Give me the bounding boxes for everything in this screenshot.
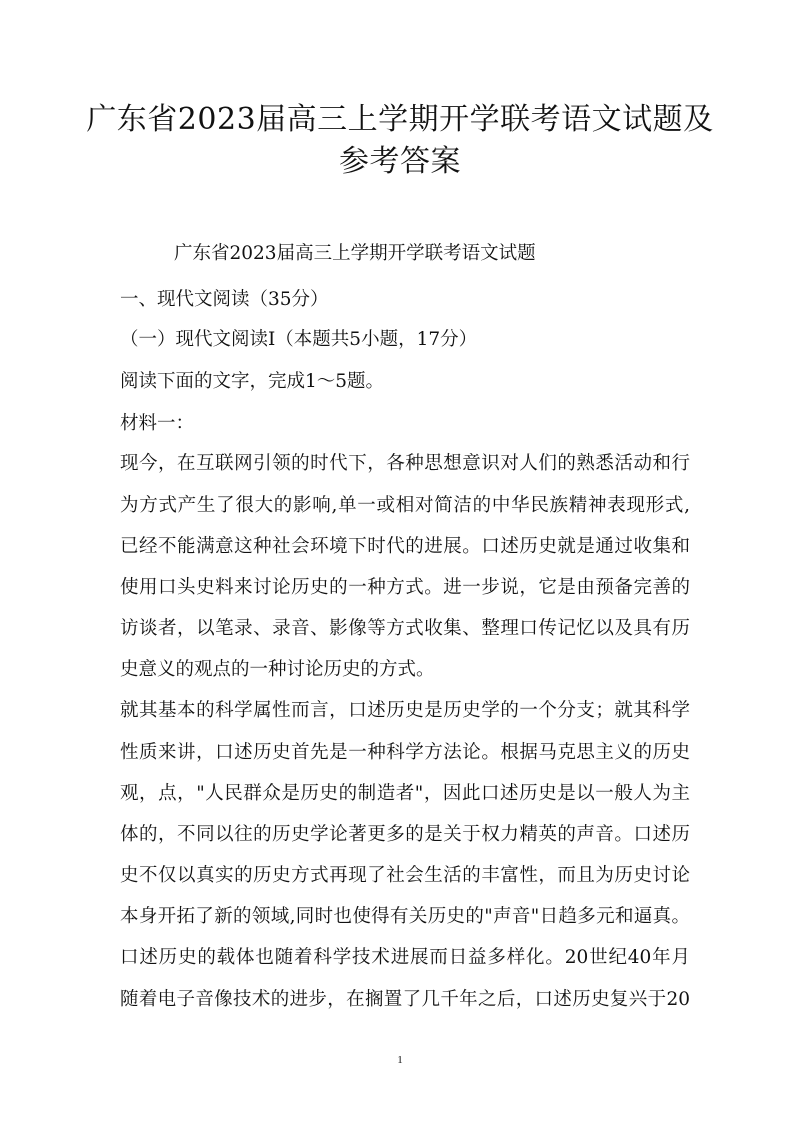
paragraph-line: 使用口头史料来讨论历史的一种方式。进一步说，它是由预备完善的 — [120, 577, 690, 598]
material-label: 材料一： — [120, 413, 195, 434]
exam-subtitle: 广东省2023届高三上学期开学联考语文试题 — [174, 243, 536, 264]
paragraph-line: 观，点，"人民群众是历史的制造者"，因此口述历史是以一般人为主 — [120, 783, 690, 804]
paragraph-line: 访谈者，以笔录、录音、影像等方式收集、整理口传记忆以及具有历 — [120, 618, 690, 639]
paragraph-line: 体的，不同以往的历史学论著更多的是关于权力精英的声音。口述历 — [120, 824, 690, 845]
reading-instruction: 阅读下面的文字，完成1～5题。 — [120, 371, 385, 392]
paragraph-line: 史意义的观点的一种讨论历史的方式。 — [120, 659, 435, 680]
document-title-line-2: 参考答案 — [339, 144, 461, 179]
document-title-line-1: 广东省2023届高三上学期开学联考语文试题及 — [86, 102, 714, 137]
paragraph-line: 为方式产生了很大的影响,单一或相对简洁的中华民族精神表现形式, — [120, 495, 690, 516]
paragraph-line: 性质来讲，口述历史首先是一种科学方法论。根据马克思主义的历史 — [120, 742, 690, 763]
paragraph-line: 口述历史的载体也随着科学技术进展而日益多样化。20世纪40年月 — [120, 947, 690, 968]
paragraph-line: 本身开拓了新的领域,同时也使得有关历史的"声音"日趋多元和逼真。 — [120, 906, 690, 927]
paragraph-line: 史不仅以真实的历史方式再现了社会生活的丰富性，而且为历史讨论 — [120, 865, 690, 886]
paragraph-line: 就其基本的科学属性而言，口述历史是历史学的一个分支；就其科学 — [120, 700, 690, 721]
paragraph-line: 已经不能满意这种社会环境下时代的进展。口述历史就是通过收集和 — [120, 536, 690, 557]
paragraph-line: 随着电子音像技术的进步，在搁置了几千年之后，口述历史复兴于20 — [120, 989, 690, 1010]
subsection-heading: （一）现代文阅读Ⅰ（本题共5小题，17分） — [120, 329, 478, 350]
section-heading: 一、现代文阅读（35分） — [120, 289, 329, 310]
page-number: 1 — [397, 1054, 403, 1066]
paragraph-line: 现今，在互联网引领的时代下，各种思想意识对人们的熟悉活动和行 — [120, 453, 690, 474]
